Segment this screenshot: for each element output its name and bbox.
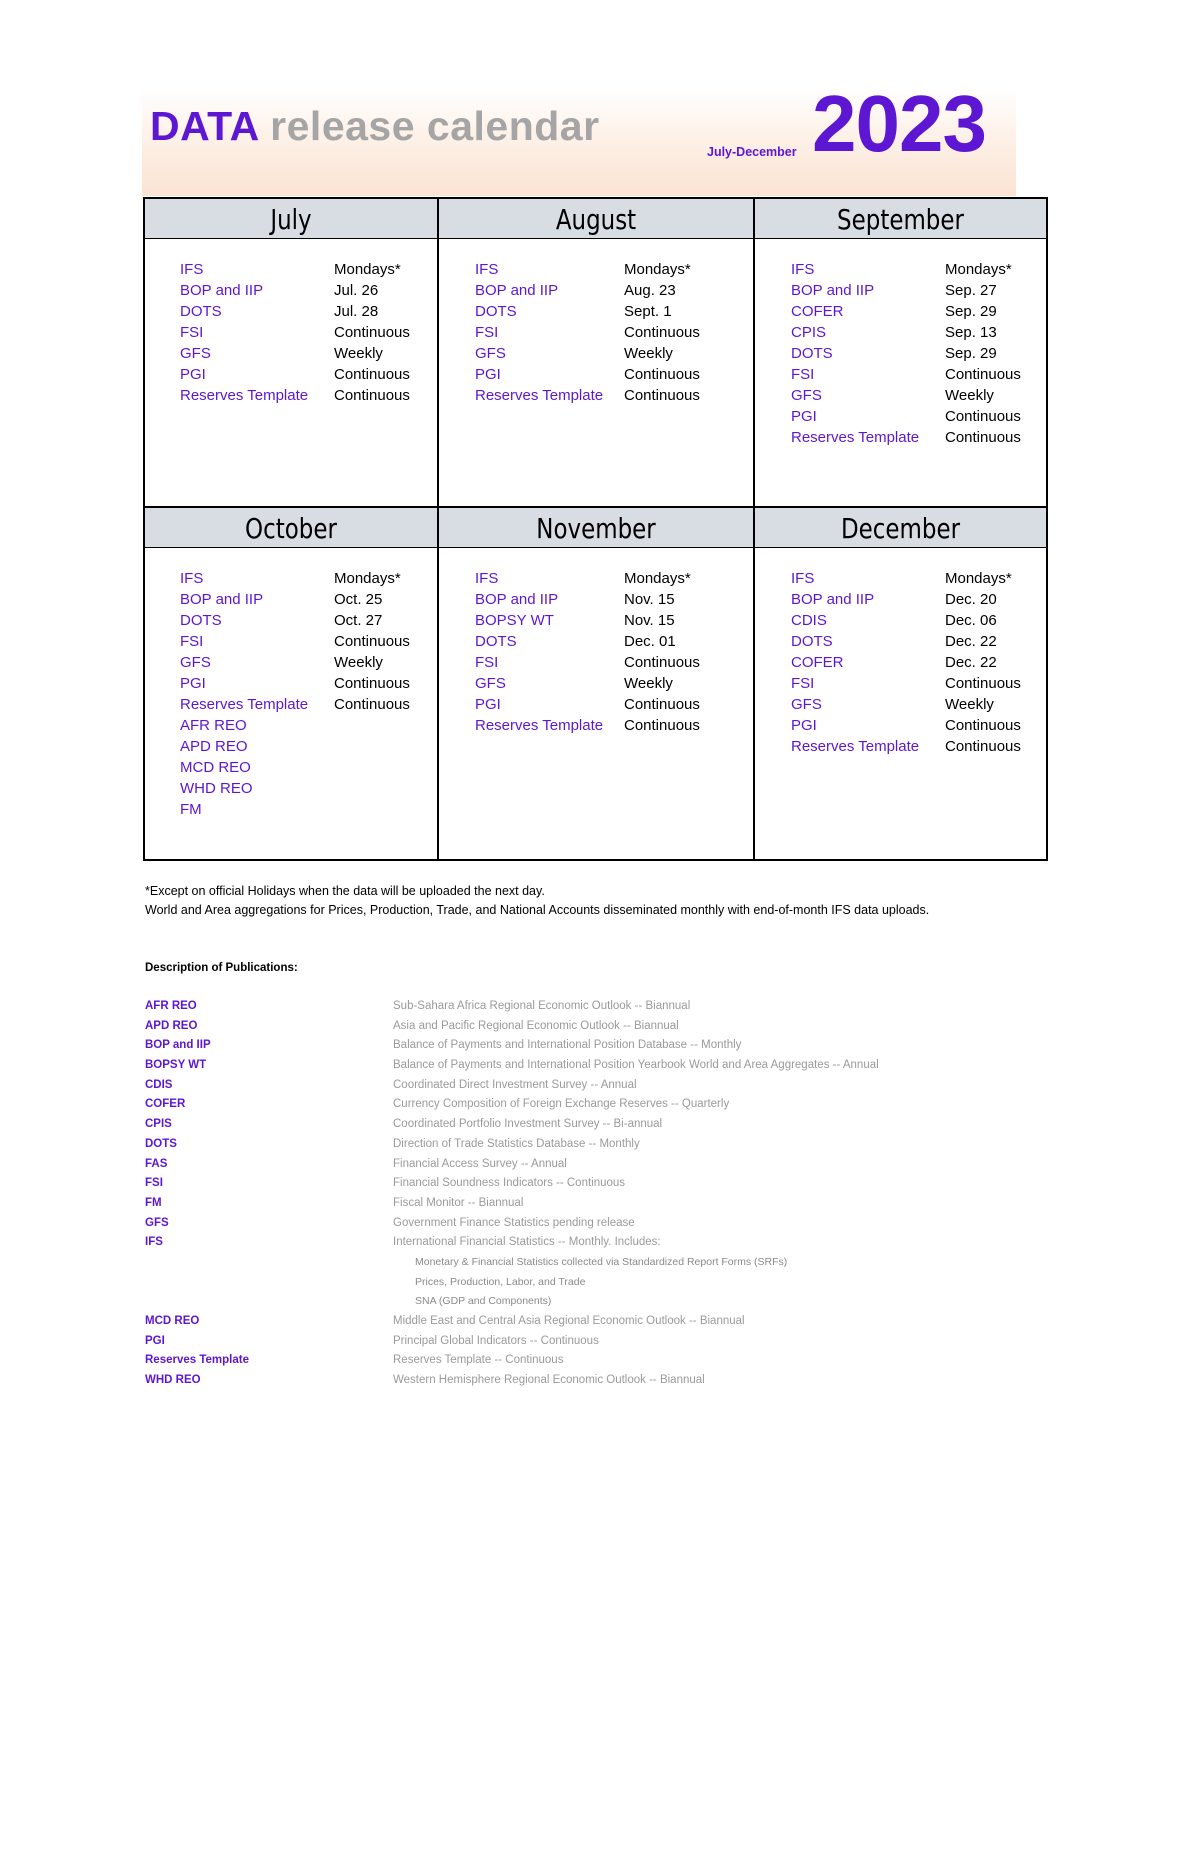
month-name: November [536, 512, 656, 545]
release-date: Continuous [334, 633, 410, 650]
publication-code: BOPSY WT [145, 1059, 207, 1072]
publication-name: FSI [791, 366, 815, 383]
publication-description: Financial Access Survey -- Annual [393, 1157, 567, 1170]
release-date: Continuous [624, 324, 700, 341]
list-item [180, 673, 410, 694]
list-item [475, 694, 705, 715]
release-date: Continuous [945, 717, 1021, 734]
publication-name: DOTS [475, 633, 517, 650]
publication-name: BOP and IIP [180, 591, 264, 608]
publication-code: COFER [145, 1098, 186, 1111]
publication-name: PGI [180, 675, 206, 692]
publication-name: BOP and IIP [475, 591, 559, 608]
publication-name: FM [180, 801, 202, 818]
publication-description: Fiscal Monitor -- Biannual [393, 1196, 524, 1209]
publication-name: PGI [475, 366, 501, 383]
list-item [180, 736, 410, 757]
list-item [475, 589, 705, 610]
release-date: Sept. 1 [624, 303, 672, 320]
release-date: Continuous [334, 366, 410, 383]
list-item [475, 715, 705, 736]
publication-name: DOTS [180, 303, 222, 320]
publication-code: Reserves Template [145, 1354, 249, 1367]
list-item [180, 652, 410, 673]
list-item [791, 652, 1021, 673]
list-item [180, 715, 410, 736]
list-item [791, 343, 1021, 364]
release-date: Continuous [334, 675, 410, 692]
publication-name: DOTS [475, 303, 517, 320]
publication-description: Balance of Payments and International Position Database -- Monthly [393, 1039, 742, 1052]
publication-name: IFS [791, 261, 815, 278]
list-item [475, 385, 705, 406]
list-item [180, 631, 410, 652]
publication-name: GFS [791, 387, 822, 404]
title-data-word: DATA [150, 103, 259, 149]
publication-code: FAS [145, 1157, 168, 1170]
publication-sub-description: Prices, Production, Labor, and Trade [415, 1275, 586, 1288]
list-item [180, 799, 410, 820]
publication-code: APD REO [145, 1019, 198, 1032]
list-item [475, 652, 705, 673]
publication-code: FM [145, 1196, 162, 1209]
publication-sub-description: SNA (GDP and Components) [415, 1295, 552, 1308]
date-range-label: July-December [707, 145, 797, 159]
month-header-september [755, 199, 1046, 238]
release-date: Continuous [624, 654, 700, 671]
month-list-december [791, 568, 1021, 757]
release-date: Mondays* [334, 261, 401, 278]
publication-name: BOPSY WT [475, 612, 554, 629]
month-list-october [180, 568, 410, 820]
publication-name: Reserves Template [475, 387, 604, 404]
publication-name: DOTS [180, 612, 222, 629]
publication-code: AFR REO [145, 1000, 197, 1012]
list-item [180, 589, 410, 610]
year-label: 2023 [812, 79, 986, 168]
list-item [475, 343, 705, 364]
release-date: Jul. 26 [334, 282, 379, 299]
month-name: August [555, 203, 637, 236]
month-name: December [840, 512, 961, 545]
list-item [180, 280, 410, 301]
aggregations-note: World and Area aggregations for Prices, Production, Trade, and National Accounts disseminated monthly with end-of-month IFS data uploads. [145, 903, 930, 917]
release-date: Continuous [624, 387, 700, 404]
list-item [475, 673, 705, 694]
release-date: Weekly [945, 696, 994, 713]
list-item [791, 427, 1021, 448]
publication-name: Reserves Template [791, 429, 920, 446]
release-date: Sep. 29 [945, 303, 997, 320]
release-date: Nov. 15 [624, 612, 675, 629]
publication-name: DOTS [791, 345, 833, 362]
month-name: October [245, 512, 337, 545]
month-list-november [475, 568, 705, 736]
publication-description: Western Hemisphere Regional Economic Outlook -- Biannual [393, 1374, 705, 1387]
publication-name: IFS [475, 261, 499, 278]
release-date: Mondays* [945, 570, 1012, 587]
publication-name: BOP and IIP [791, 282, 875, 299]
list-item [180, 364, 410, 385]
publication-code: WHD REO [145, 1374, 201, 1387]
list-item [180, 322, 410, 343]
list-item [791, 694, 1021, 715]
list-item [475, 631, 705, 652]
publication-name: WHD REO [180, 780, 253, 797]
release-date: Oct. 27 [334, 612, 383, 629]
list-item [180, 343, 410, 364]
month-header-december [755, 508, 1046, 547]
holiday-note: *Except on official Holidays when the data will be uploaded the next day. [145, 884, 545, 898]
release-date: Continuous [624, 366, 700, 383]
publication-code: DOTS [145, 1137, 177, 1150]
month-name: September [837, 203, 964, 236]
list-item [475, 301, 705, 322]
month-header-november [439, 508, 753, 547]
publication-description: Asia and Pacific Regional Economic Outlook -- Biannual [393, 1019, 679, 1032]
list-item [475, 259, 705, 280]
release-date: Continuous [334, 387, 410, 404]
publication-name: FSI [475, 324, 499, 341]
publication-name: GFS [180, 345, 211, 362]
release-date: Dec. 22 [945, 654, 997, 671]
publication-name: GFS [475, 345, 506, 362]
publication-name: Reserves Template [475, 717, 604, 734]
list-item [475, 364, 705, 385]
publication-name: FSI [180, 324, 204, 341]
list-item [791, 736, 1021, 757]
descriptions-title: Description of Publications: [145, 962, 298, 974]
publication-description: Principal Global Indicators -- Continuous [393, 1334, 599, 1347]
publication-description: Government Finance Statistics pending release [393, 1216, 635, 1229]
release-date: Sep. 27 [945, 282, 997, 299]
publication-name: Reserves Template [791, 738, 920, 755]
release-date: Dec. 06 [945, 612, 997, 629]
publication-code: IFS [145, 1236, 163, 1249]
release-date: Continuous [624, 717, 700, 734]
list-item [791, 322, 1021, 343]
list-item [791, 280, 1021, 301]
publication-name: FSI [475, 654, 499, 671]
list-item [791, 673, 1021, 694]
month-name: July [270, 203, 312, 236]
release-date: Continuous [945, 738, 1021, 755]
list-item [180, 694, 410, 715]
page-title [150, 103, 600, 150]
publication-description: Coordinated Portfolio Investment Survey -- Bi-annual [393, 1118, 663, 1131]
publication-name: BOP and IIP [791, 591, 875, 608]
release-date: Continuous [945, 675, 1021, 692]
publication-name: CDIS [791, 612, 827, 629]
list-item [791, 385, 1021, 406]
release-date: Sep. 13 [945, 324, 997, 341]
publication-name: GFS [180, 654, 211, 671]
release-date: Continuous [945, 366, 1021, 383]
list-item [180, 568, 410, 589]
release-date: Weekly [624, 675, 673, 692]
publication-name: IFS [180, 570, 204, 587]
list-item [475, 610, 705, 631]
release-date: Weekly [945, 387, 994, 404]
list-item [791, 301, 1021, 322]
publication-description: Middle East and Central Asia Regional Economic Outlook -- Biannual [393, 1315, 745, 1327]
publication-name: BOP and IIP [475, 282, 559, 299]
list-item [791, 631, 1021, 652]
release-date: Dec. 01 [624, 633, 676, 650]
publication-description: Financial Soundness Indicators -- Continuous [393, 1177, 626, 1190]
publication-code: FSI [145, 1177, 163, 1190]
list-item [180, 385, 410, 406]
publication-name: DOTS [791, 633, 833, 650]
release-date: Dec. 22 [945, 633, 997, 650]
publication-name: COFER [791, 654, 844, 671]
list-item [180, 259, 410, 280]
month-list-july [180, 259, 410, 406]
release-date: Continuous [334, 324, 410, 341]
publication-code: CPIS [145, 1118, 172, 1131]
publication-name: GFS [475, 675, 506, 692]
publication-name: GFS [791, 696, 822, 713]
list-item [791, 259, 1021, 280]
publication-name: MCD REO [180, 759, 251, 776]
publication-name: PGI [475, 696, 501, 713]
publication-name: FSI [180, 633, 204, 650]
list-item [791, 568, 1021, 589]
list-item [180, 757, 410, 778]
release-date: Weekly [624, 345, 673, 362]
publication-name: IFS [791, 570, 815, 587]
list-item [180, 301, 410, 322]
publication-code: MCD REO [145, 1315, 200, 1327]
publication-code: BOP and IIP [145, 1039, 211, 1052]
release-date: Oct. 25 [334, 591, 383, 608]
list-item [180, 610, 410, 631]
publication-name: IFS [475, 570, 499, 587]
publication-description: Coordinated Direct Investment Survey -- Annual [393, 1078, 637, 1091]
month-list-august [475, 259, 705, 406]
list-item [791, 406, 1021, 427]
publication-name: Reserves Template [180, 387, 309, 404]
publication-name: COFER [791, 303, 844, 320]
list-item [791, 610, 1021, 631]
release-date: Mondays* [624, 261, 691, 278]
publication-name: BOP and IIP [180, 282, 264, 299]
publication-name: CPIS [791, 324, 827, 341]
publication-description: Direction of Trade Statistics Database -- Monthly [393, 1137, 640, 1150]
list-item [791, 364, 1021, 385]
list-item [791, 715, 1021, 736]
publication-name: PGI [791, 408, 817, 425]
publication-name: PGI [791, 717, 817, 734]
release-date: Weekly [334, 654, 383, 671]
release-date: Continuous [945, 429, 1021, 446]
list-item [475, 568, 705, 589]
list-item [475, 280, 705, 301]
release-date: Continuous [334, 696, 410, 713]
release-date: Continuous [624, 696, 700, 713]
publication-name: IFS [180, 261, 204, 278]
publication-name: PGI [180, 366, 206, 383]
list-item [475, 322, 705, 343]
list-item [791, 589, 1021, 610]
release-date: Sep. 29 [945, 345, 997, 362]
month-header-august [439, 199, 753, 238]
publication-description: Sub-Sahara Africa Regional Economic Outlook -- Biannual [393, 1000, 691, 1012]
release-date: Nov. 15 [624, 591, 675, 608]
publication-code: PGI [145, 1334, 165, 1347]
publication-sub-description: Monetary & Financial Statistics collected via Standardized Report Forms (SRFs) [415, 1255, 788, 1268]
publication-description: Currency Composition of Foreign Exchange Reserves -- Quarterly [393, 1098, 730, 1111]
release-date: Continuous [945, 408, 1021, 425]
release-date: Jul. 28 [334, 303, 379, 320]
release-date: Weekly [334, 345, 383, 362]
publication-description: International Financial Statistics -- Monthly. Includes: [393, 1236, 661, 1249]
title-release-calendar: release calendar [270, 103, 600, 149]
month-list-september [791, 259, 1021, 448]
publication-description: Balance of Payments and International Position Yearbook World and Area Aggregates -- Annual [393, 1059, 879, 1072]
publication-code: GFS [145, 1216, 169, 1229]
release-date: Mondays* [334, 570, 401, 587]
publication-code: CDIS [145, 1078, 173, 1091]
release-date: Aug. 23 [624, 282, 676, 299]
release-date: Dec. 20 [945, 591, 997, 608]
release-date: Mondays* [945, 261, 1012, 278]
list-item [180, 778, 410, 799]
publication-name: APD REO [180, 738, 248, 755]
publication-name: AFR REO [180, 717, 247, 734]
publication-description: Reserves Template -- Continuous [393, 1354, 564, 1367]
month-header-july [145, 199, 437, 238]
publication-name: FSI [791, 675, 815, 692]
release-date: Mondays* [624, 570, 691, 587]
publication-name: Reserves Template [180, 696, 309, 713]
month-header-october [145, 508, 437, 547]
